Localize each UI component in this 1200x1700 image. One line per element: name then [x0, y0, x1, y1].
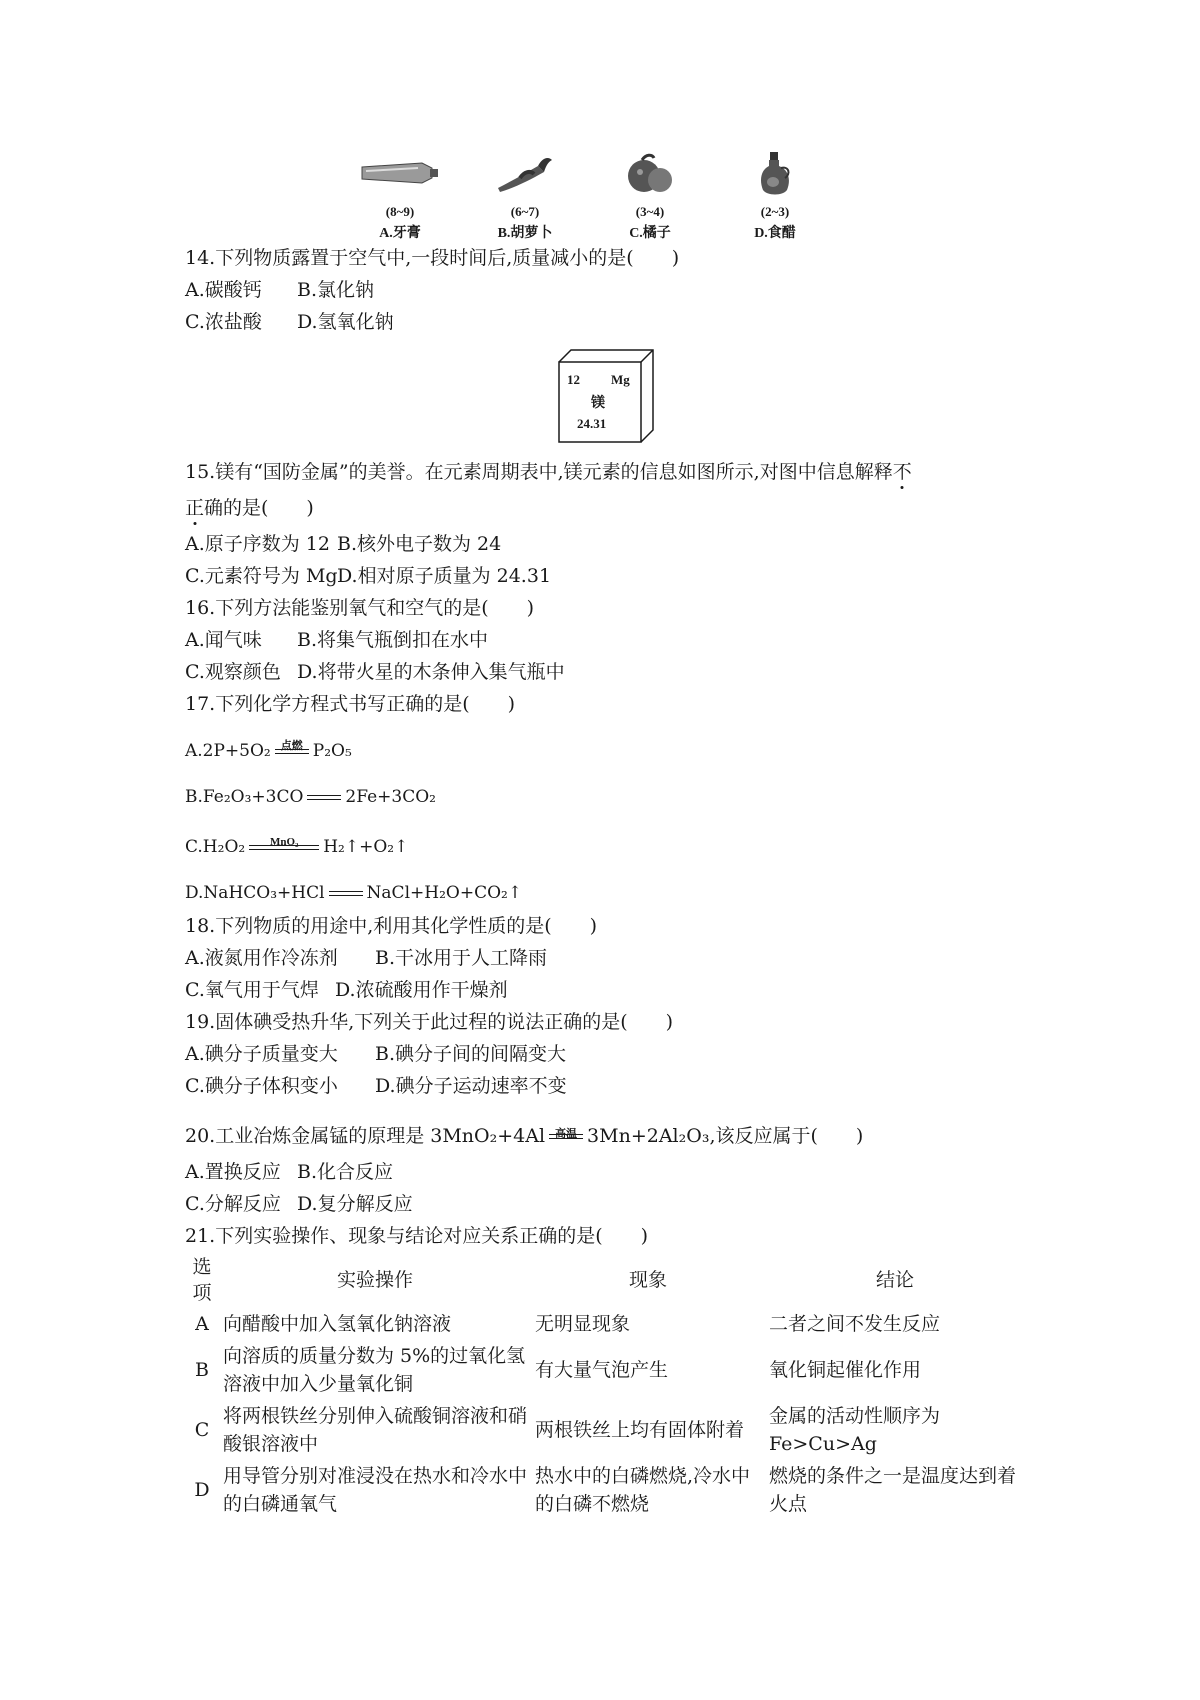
- figure-label: D.食醋: [754, 226, 796, 241]
- option-d: D.氢氧化钠: [297, 311, 394, 333]
- options-row: [185, 942, 1025, 974]
- equation-a: [185, 734, 1025, 768]
- question-21: [185, 1220, 1025, 1520]
- equation-c: [185, 830, 1025, 864]
- options-row: [185, 560, 1025, 592]
- row-phenomenon: 两根铁丝上均有固体附着: [535, 1419, 745, 1441]
- vinegar-icon: [755, 150, 795, 198]
- orange-icon: [620, 152, 680, 196]
- reaction-arrow: [329, 887, 363, 901]
- row-conclusion: 金属的活动性顺序为 Fe>Cu>Ag: [769, 1405, 941, 1455]
- ph-figure-row: [185, 150, 1025, 242]
- question-stem: 18.下列物质的用途中,利用其化学性质的是( ): [185, 915, 598, 937]
- options-row: [185, 306, 1025, 338]
- question-stem: 21.下列实验操作、现象与结论对应关系正确的是( ): [185, 1225, 649, 1247]
- row-phenomenon: 有大量气泡产生: [535, 1359, 669, 1381]
- question-15: [185, 456, 1025, 592]
- figure-vinegar: [715, 150, 835, 242]
- stem-text: 3Mn+2Al₂O₃,该反应属于( ): [587, 1125, 864, 1147]
- ph-range: (8~9): [385, 204, 415, 219]
- options-row: [185, 274, 1025, 306]
- row-conclusion: 燃烧的条件之一是温度达到着火点: [769, 1465, 1017, 1515]
- emphasis-char: 不: [892, 461, 912, 483]
- row-operation: 向醋酸中加入氢氧化钠溶液: [223, 1313, 452, 1335]
- options-row: [185, 528, 1025, 560]
- row-operation: 将两根铁丝分别伸入硫酸铜溶液和硝酸银溶液中: [223, 1405, 528, 1455]
- reaction-condition: MnO₂: [270, 835, 299, 848]
- ph-range: (2~3): [760, 204, 790, 219]
- stem-text: 15.镁有“国防金属”的美誉。在元素周期表中,镁元素的信息如图所示,对图中信息解释: [185, 461, 893, 483]
- row-conclusion: 二者之间不发生反应: [769, 1313, 941, 1335]
- question-stem-cont: [185, 488, 1025, 528]
- equation-right: P₂O₅: [312, 741, 352, 761]
- option-c: C.碘分子体积变小: [185, 1075, 338, 1097]
- figure-label: C.橘子: [629, 226, 671, 241]
- option-d: D.碘分子运动速率不变: [375, 1075, 567, 1097]
- option-a: A.碳酸钙: [185, 279, 262, 301]
- option-c: C.元素符号为 Mg: [185, 565, 338, 587]
- option-b: B.氯化钠: [297, 279, 375, 301]
- question-14: [185, 242, 1025, 338]
- equation-left: B.Fe₂O₃+3CO: [185, 787, 304, 807]
- table-row: [185, 1460, 1025, 1520]
- question-16: [185, 592, 1025, 688]
- option-d: D.复分解反应: [297, 1193, 413, 1215]
- header-operation: 实验操作: [336, 1269, 413, 1291]
- question-stem: [185, 456, 1025, 488]
- atomic-number: 12: [567, 372, 580, 387]
- question-18: [185, 910, 1025, 1006]
- header-phenomenon: 现象: [628, 1269, 667, 1291]
- options-row: [185, 1070, 1025, 1102]
- option-d: D.相对原子质量为 24.31: [337, 565, 552, 587]
- table-header-row: [185, 1252, 1025, 1308]
- option-c: C.观察颜色: [185, 661, 281, 683]
- option-b: B.化合反应: [297, 1161, 394, 1183]
- option-a: A.碘分子质量变大: [185, 1043, 338, 1065]
- options-row: [185, 1156, 1025, 1188]
- table-row: [185, 1308, 1025, 1340]
- ph-range: (3~4): [635, 204, 665, 219]
- equation-right: H₂↑+O₂↑: [323, 837, 409, 857]
- reaction-arrow: [275, 739, 309, 759]
- option-b: B.碘分子间的间隔变大: [375, 1043, 567, 1065]
- question-17: [185, 688, 1025, 910]
- option-c: C.分解反应: [185, 1193, 281, 1215]
- atomic-mass: 24.31: [577, 416, 607, 431]
- equation-left: A.2P+5O₂: [185, 741, 271, 761]
- options-row: [185, 656, 1025, 688]
- reaction-condition: 高温: [555, 1128, 578, 1140]
- option-b: B.干冰用于人工降雨: [375, 947, 548, 969]
- reaction-arrow: [307, 791, 341, 805]
- reaction-condition: 点燃: [280, 739, 303, 752]
- equation-left: C.H₂O₂: [185, 837, 246, 857]
- row-operation: 用导管分别对准浸没在热水和冷水中的白磷通氧气: [223, 1465, 528, 1515]
- option-b: B.将集气瓶倒扣在水中: [297, 629, 489, 651]
- row-operation: 向溶质的质量分数为 5%的过氧化氢溶液中加入少量氧化铜: [223, 1345, 526, 1395]
- figure-orange: [590, 150, 710, 242]
- row-phenomenon: 无明显现象: [535, 1313, 631, 1335]
- option-c: C.氧气用于气焊: [185, 979, 319, 1001]
- equation-right: 2Fe+3CO₂: [345, 787, 436, 807]
- ph-range: (6~7): [510, 204, 540, 219]
- equation-d: [185, 876, 1025, 910]
- question-stem: 14.下列物质露置于空气中,一段时间后,质量减小的是( ): [185, 247, 680, 269]
- carrot-icon: [490, 152, 560, 196]
- row-option: C: [194, 1419, 210, 1441]
- header-option: 选项: [192, 1256, 212, 1304]
- reaction-arrow: [249, 835, 319, 855]
- question-stem: 17.下列化学方程式书写正确的是( ): [185, 693, 516, 715]
- question-stem: [185, 1116, 1025, 1156]
- options-row: [185, 624, 1025, 656]
- question-20: [185, 1116, 1025, 1220]
- options-row: [185, 974, 1025, 1006]
- question-stem: 19.固体碘受热升华,下列关于此过程的说法正确的是( ): [185, 1011, 674, 1033]
- option-a: A.原子序数为 12: [185, 533, 330, 555]
- figure-label: A.牙膏: [379, 226, 421, 241]
- stem-text: 20.工业冶炼金属锰的原理是 3MnO₂+4Al: [185, 1125, 546, 1147]
- element-name: 镁: [591, 395, 605, 411]
- row-conclusion: 氧化铜起催化作用: [769, 1359, 922, 1381]
- option-c: C.浓盐酸: [185, 311, 262, 333]
- equation-b: [185, 780, 1025, 814]
- element-symbol: Mg: [611, 372, 630, 387]
- stem-text: 确的是( ): [204, 497, 314, 519]
- table-row: [185, 1340, 1025, 1400]
- toothpaste-icon: [360, 159, 440, 189]
- reaction-arrow: [549, 1130, 583, 1144]
- experiment-table: [185, 1252, 1025, 1520]
- option-b: B.核外电子数为 24: [337, 533, 502, 555]
- row-phenomenon: 热水中的白磷燃烧,冷水中的白磷不燃烧: [535, 1465, 751, 1515]
- figure-label: B.胡萝卜: [497, 226, 553, 241]
- option-a: A.闻气味: [185, 629, 262, 651]
- option-a: A.置换反应: [185, 1161, 281, 1183]
- row-option: D: [194, 1479, 210, 1501]
- emphasis-char: 正: [185, 497, 205, 519]
- equation-right: NaCl+H₂O+CO₂↑: [366, 883, 523, 903]
- element-box-mg: [555, 346, 655, 446]
- option-d: D.浓硫酸用作干燥剂: [335, 979, 508, 1001]
- question-19: [185, 1006, 1025, 1102]
- equation-left: D.NaHCO₃+HCl: [185, 883, 325, 903]
- header-conclusion: 结论: [875, 1269, 914, 1291]
- figure-carrot: [465, 150, 585, 242]
- question-stem: 16.下列方法能鉴别氧气和空气的是( ): [185, 597, 535, 619]
- row-option: A: [195, 1313, 209, 1335]
- exam-page: [185, 150, 1025, 1520]
- figure-toothpaste: [340, 150, 460, 242]
- row-option: B: [195, 1359, 209, 1381]
- option-d: D.将带火星的木条伸入集气瓶中: [297, 661, 565, 683]
- table-row: [185, 1400, 1025, 1460]
- options-row: [185, 1038, 1025, 1070]
- option-a: A.液氮用作冷冻剂: [185, 947, 338, 969]
- options-row: [185, 1188, 1025, 1220]
